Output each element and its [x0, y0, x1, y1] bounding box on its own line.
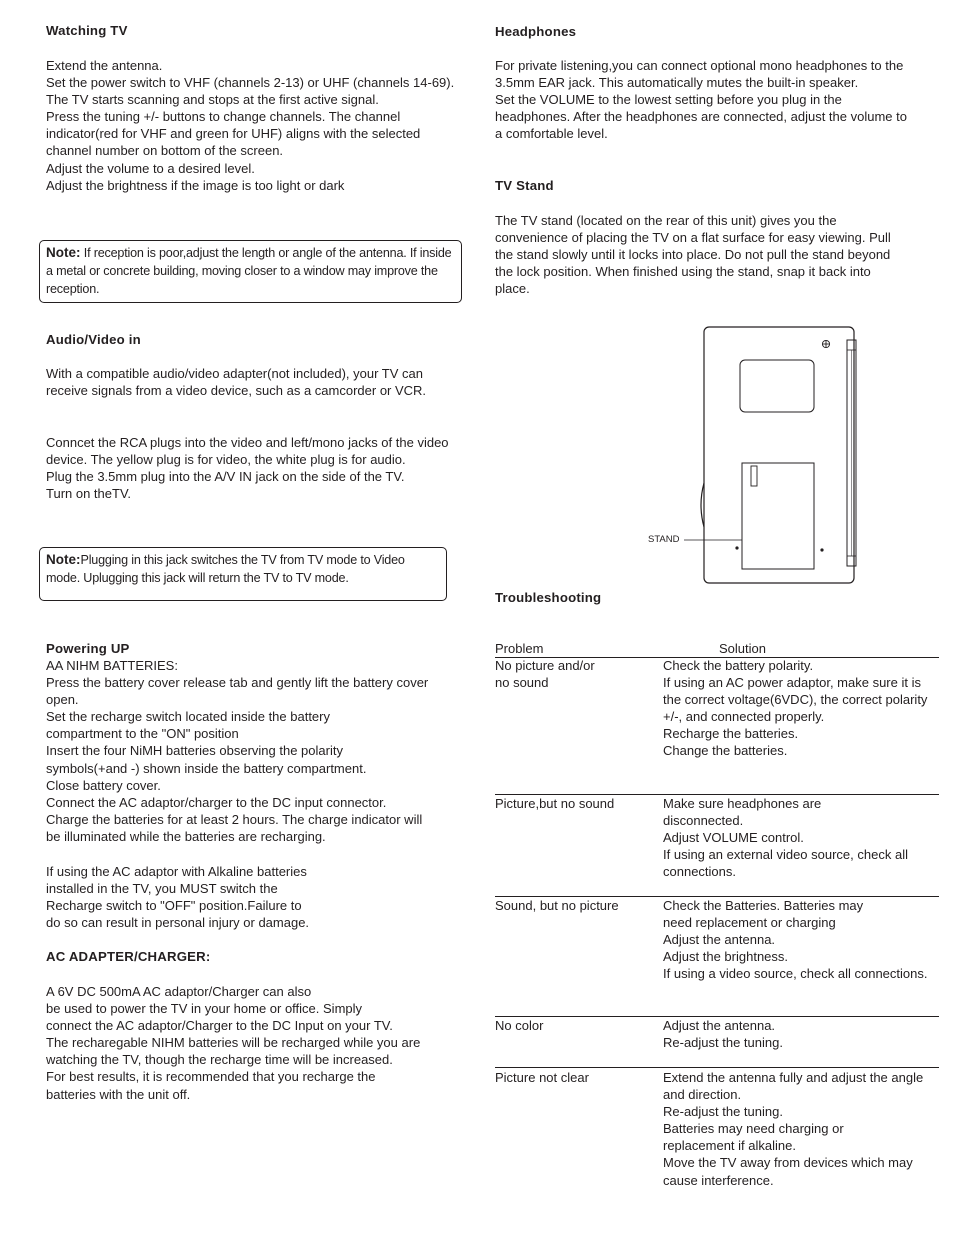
tv-rear-diagram [640, 320, 870, 590]
powering-up-heading: Powering UP [46, 641, 130, 656]
tv-body-outline [704, 327, 854, 583]
stand-dot [735, 546, 738, 549]
watching-tv-note [39, 240, 462, 303]
ac-adapter-heading: AC ADAPTER/CHARGER: [46, 949, 211, 964]
row-solution: Extend the antenna fully and adjust the angle and direction. Re-adjust the tuning. Batteries may need charging or replacement if alkaline. Move the TV away from devices which may cause interference. [663, 1070, 924, 1188]
row-problem: Picture,but no sound [495, 796, 615, 811]
tv-window [740, 360, 814, 412]
tv-stand-heading: TV Stand [495, 178, 554, 193]
powering-up-body-2: If using the AC adaptor with Alkaline batteries installed in the TV, you MUST switch the Recharge switch to "OFF" position.Failure to do so can result in personal injury or damage. [46, 864, 310, 931]
note-text: If reception is poor,adjust the length or angle of the antenna. If inside a metal or concrete building, moving closer to a window may improve the reception. [46, 246, 452, 297]
troubleshooting-heading: Troubleshooting [495, 590, 602, 605]
audio-video-note [39, 547, 447, 601]
row-solution: Check the Batteries. Batteries may need replacement or charging Adjust the antenna. Adjust the brightness. If using a video source, check all connections. [663, 898, 928, 982]
row-problem: Picture not clear [495, 1070, 589, 1085]
table-rule [495, 1067, 939, 1068]
headphones-body: For private listening,you can connect optional mono headphones to the 3.5mm EAR jack. This automatically mutes the built-in speaker. Set the VOLUME to the lowest setting before you plug in the headphones. After the headphones are connected, adjust the volume to a comfortable level. [495, 58, 907, 142]
audio-video-heading: Audio/Video in [46, 332, 141, 347]
row-solution: Check the battery polarity. If using an AC power adaptor, make sure it is the correct voltage(6VDC), the correct polarity +/-, and connected properly. Recharge the batteries. Change the batteries. [663, 658, 928, 759]
powering-up-body-1: AA NIHM BATTERIES: Press the battery cover release tab and gently lift the battery cover open. Set the recharge switch located inside the battery compartment to the "ON" position Insert the four NiMH batteries observing the polarity symbols(+and -) shown inside the battery compartment. Close battery cover. Connect the AC adaptor/charger to the DC input connector. Charge the batteries for at least 2 hours. The charge indicator will be illuminated while the batteries are recharging. [46, 658, 429, 844]
audio-video-body-2: Conncet the RCA plugs into the video and left/mono jacks of the video device. The yellow plug is for video, the white plug is for audio. Plug the 3.5mm plug into the A/V IN jack on the side of the TV. Turn on theTV. [46, 435, 449, 502]
row-problem: Sound, but no picture [495, 898, 619, 913]
watching-tv-body: Extend the antenna. Set the power switch to VHF (channels 2-13) or UHF (channels 14-69). The TV starts scanning and stops at the first active signal. Press the tuning +/- buttons to change channels. The channel indicator(red for VHF and green for UHF) aligns with the selected channel number on bottom of the screen. Adjust the volume to a desired level. Adjust the brightness if the image is too light or dark [46, 58, 455, 193]
stand-dot [820, 548, 823, 551]
stand-tab [751, 466, 757, 486]
col-header-problem: Problem [495, 641, 544, 656]
row-problem: No color [495, 1018, 544, 1033]
watching-tv-heading: Watching TV [46, 23, 128, 38]
stand-panel [742, 463, 814, 569]
headphones-heading: Headphones [495, 24, 577, 39]
note-label: Note: [46, 552, 81, 567]
note-label: Note: [46, 245, 81, 260]
ac-adapter-body: A 6V DC 500mA AC adaptor/Charger can also be used to power the TV in your home or office. Simply connect the AC adaptor/Charger to the DC Input on your TV. The recharegable NIHM batteries will be recharged while you are watching the TV, though the recharge time will be increased. For best results, it is recommended that you recharge the batteries with the unit off. [46, 984, 421, 1102]
note-text: Plugging in this jack switches the TV from TV mode to Video mode. Uplugging this jack will return the TV to TV mode. [46, 553, 405, 586]
tv-stand-body: The TV stand (located on the rear of this unit) gives you the convenience of placing the TV on a flat surface for easy viewing. Pull the stand slowly until it locks into place. Do not pull the stand beyond the lock position. When finished using the stand, snap it back into place. [495, 213, 891, 297]
row-solution: Make sure headphones are disconnected. Adjust VOLUME control. If using an external video source, check all connections. [663, 796, 908, 880]
stand-label: STAND [648, 534, 680, 545]
row-problem: No picture and/or no sound [495, 658, 595, 691]
audio-video-body-1: With a compatible audio/video adapter(not included), your TV can receive signals from a video device, such as a camcorder or VCR. [46, 366, 427, 399]
row-solution: Adjust the antenna. Re-adjust the tuning. [663, 1018, 783, 1051]
col-header-solution: Solution [719, 641, 766, 656]
